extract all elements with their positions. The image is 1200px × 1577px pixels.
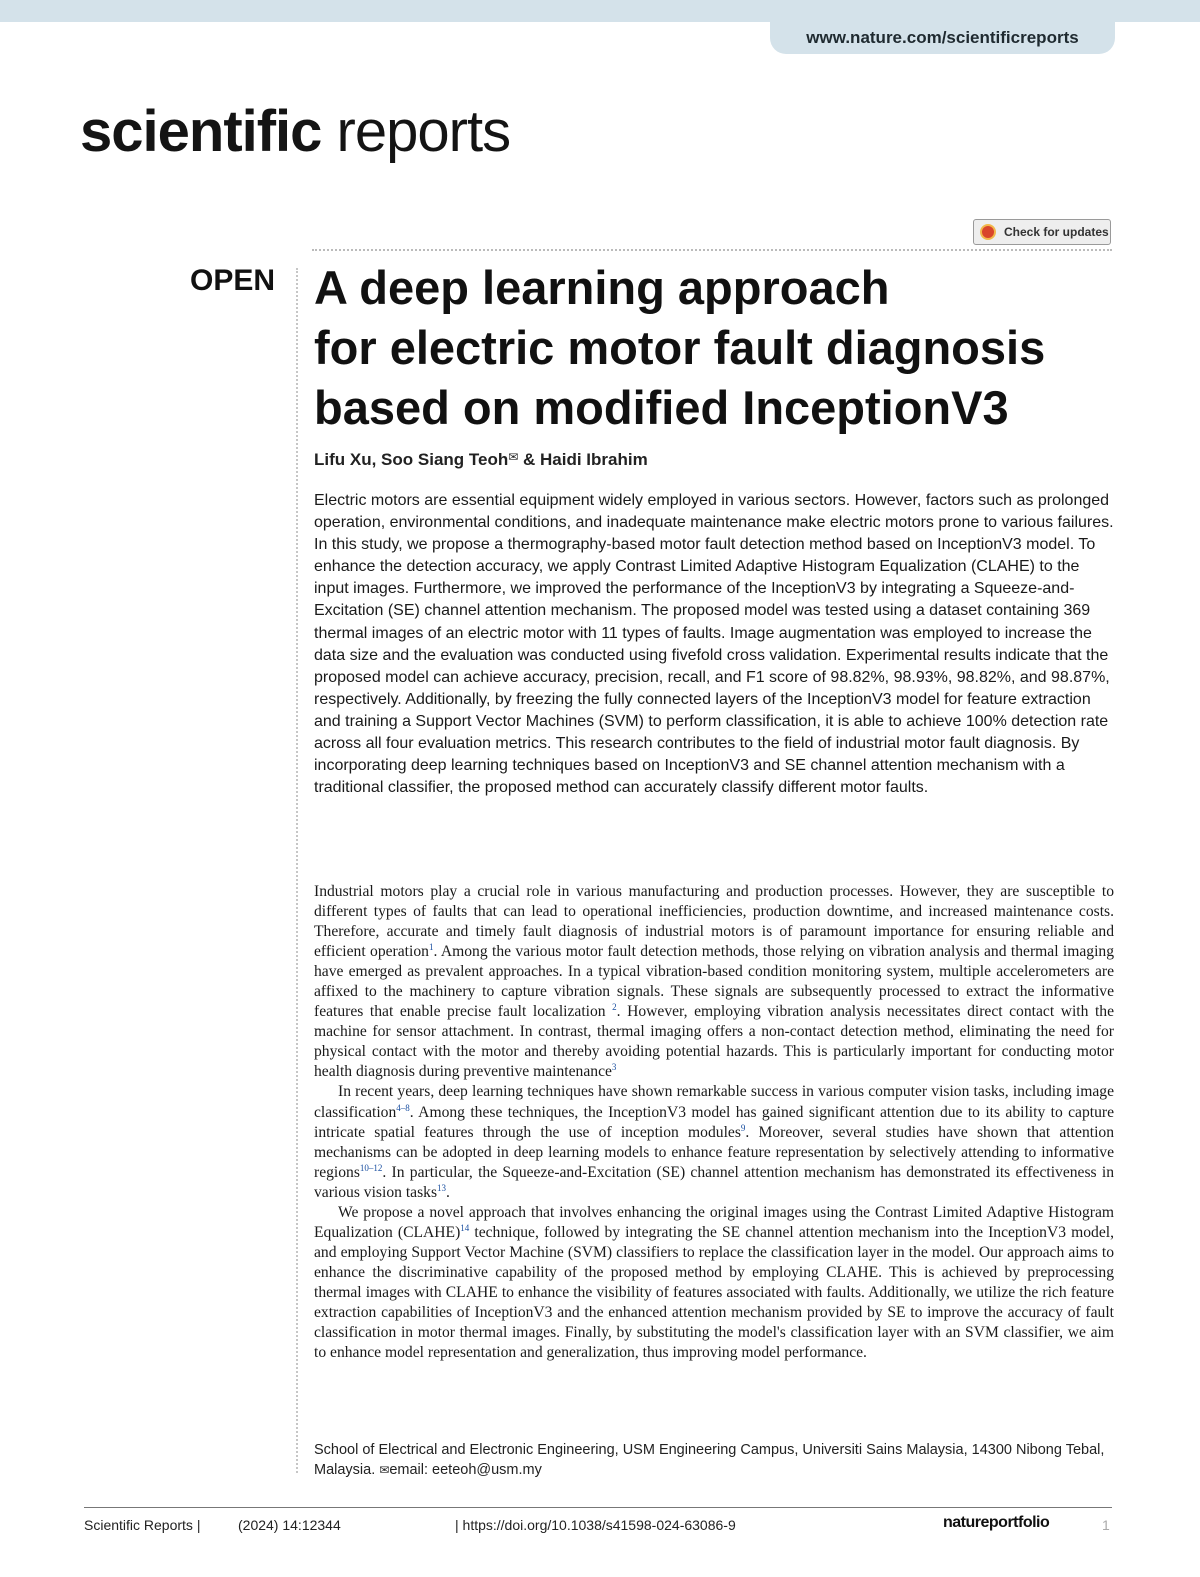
article-title [314, 258, 1114, 438]
footer-volume: (2024) 14:12344 [238, 1517, 341, 1533]
authors-first: Lifu Xu, Soo Siang Teoh [314, 450, 509, 469]
reference-link[interactable]: 14 [460, 1222, 470, 1233]
footer-journal: Scientific Reports | [84, 1517, 201, 1533]
title-line: based on modified InceptionV3 [314, 381, 1009, 434]
logo-bold-text: scientific [80, 99, 322, 164]
reference-link[interactable]: 4–8 [396, 1102, 410, 1113]
authors-last: & Haidi Ibrahim [518, 450, 648, 469]
reference-link[interactable]: 13 [437, 1182, 447, 1193]
reference-link[interactable]: 1 [428, 941, 434, 952]
author-list [314, 450, 648, 470]
body-paragraph-3 [314, 1203, 1114, 1363]
text-run: . Moreover, several studies have shown that attention mechanisms can be adopted in deep learning models to enhance feature representation by selectively attending to informative regions [314, 1123, 1114, 1181]
corresponding-email[interactable]: email: eeteoh@usm.my [389, 1462, 542, 1478]
check-for-updates-button[interactable] [973, 219, 1111, 245]
affiliation-text: School of Electrical and Electronic Engineering, USM Engineering Campus, Universiti Sains Malaysia, 14300 Nibong Tebal, Malaysia. [314, 1442, 1105, 1478]
reference-link[interactable]: 10–12 [359, 1162, 383, 1173]
nature-portfolio-logo: natureportfolio [943, 1514, 1050, 1531]
text-run: . [446, 1183, 450, 1201]
footer-divider [84, 1507, 1112, 1508]
journal-url-link[interactable]: www.nature.com/scientificreports [770, 22, 1115, 54]
mail-icon: ✉ [379, 1463, 390, 1477]
text-run: We propose a novel approach that involves enhancing the original images using the Contrast Limited Adaptive Histogram Equalization (CLAHE) [314, 1203, 1114, 1241]
page-number: 1 [1102, 1517, 1110, 1533]
top-banner [0, 0, 1200, 22]
affiliation [314, 1440, 1114, 1480]
text-run: . However, employing vibration analysis necessitates direct contact with the machine for sensor attachment. In contrast, thermal imaging offers a non-contact detection method, eliminating the need for physical contact with the motor and thereby avoiding potential hazards. This is particularly important for conducting motor health diagnosis during preventive maintenance [314, 1003, 1115, 1081]
reference-link[interactable]: 2 [612, 1002, 617, 1013]
crossmark-icon [980, 224, 996, 240]
title-line: for electric motor fault diagnosis [314, 321, 1046, 374]
check-updates-label: Check for updates [1004, 225, 1109, 239]
text-run: In recent years, deep learning techniques have shown remarkable success in various computer vision tasks, including image classification [314, 1083, 1114, 1121]
abstract: Electric motors are essential equipment widely employed in various sectors. However, factors such as prolonged operation, environmental conditions, and inadequate maintenance make electric motors prone to various failures. In this study, we propose a thermography-based motor fault detection method based on InceptionV3 model. To enhance the detection accuracy, we apply Contrast Limited Adaptive Histogram Equalization (CLAHE) to the input images. Furthermore, we improved the performance of the InceptionV3 by integrating a Squeeze-and-Excitation (SE) channel attention mechanism. The proposed model was tested using a dataset containing 369 thermal images of an electric motor with 11 types of faults. Image augmentation was employed to increase the data size and the evaluation was conducted using fivefold cross validation. Experimental results indicate that the proposed model can achieve accuracy, precision, recall, and F1 score of 98.82%, 98.93%, 98.82%, and 98.87%, respectively. Additionally, by freezing the fully connected layers of the InceptionV3 model for feature extraction and training a Support Vector Machines (SVM) to perform classification, it is able to achieve 100% detection rate across all four evaluation metrics. This research contributes to the field of industrial motor fault diagnosis. By incorporating deep learning techniques based on InceptionV3 and SE channel attention mechanism with a traditional classifier, the proposed method can accurately classify different motor faults. [314, 492, 1114, 797]
text-run: . In particular, the Squeeze-and-Excitation (SE) channel attention mechanism has demonstrated its effectiveness in various vision tasks [314, 1163, 1114, 1201]
body-paragraph-1 [314, 882, 1114, 1082]
journal-logo [80, 98, 510, 165]
dotted-divider [312, 249, 1112, 251]
reference-link[interactable]: 3 [611, 1062, 617, 1073]
title-line: A deep learning approach [314, 261, 890, 314]
body-paragraph-2 [314, 1082, 1114, 1202]
article-body [314, 882, 1114, 1363]
footer-doi-link[interactable]: | https://doi.org/10.1038/s41598-024-63086-9 [455, 1517, 736, 1533]
mail-icon[interactable]: ✉ [508, 450, 519, 464]
text-run: Industrial motors play a crucial role in various manufacturing and production processes. However, they are susceptible to different types of faults that can lead to operational inefficiencies, production downtime, and increased maintenance costs. Therefore, accurate and timely fault diagnosis of industrial motors is of paramount importance for ensuring reliable and efficient operation [314, 883, 1114, 961]
logo-regular-text: reports [321, 99, 511, 164]
dotted-margin-rule [296, 268, 298, 1473]
text-run: technique, followed by integrating the SE channel attention mechanism into the InceptionV3 model, and employing Support Vector Machine (SVM) classifiers to replace the classification layer in the model. Our approach aims to enhance the discriminative capability of the proposed method by employing CLAHE. This is achieved by preprocessing thermal images with CLAHE to enhance the visibility of features associated with faults. Additionally, we utilize the rich feature extraction capabilities of InceptionV3 and the enhanced attention mechanism provided by SE to improve the accuracy of fault classification in motor thermal images. Finally, by substituting the model's classification layer with an SVM classifier, we aim to enhance model representation and generalization, thus improving model performance. [314, 1223, 1114, 1362]
text-run: . Among the various motor fault detection methods, those relying on vibration analysis and thermal imaging have emerged as prevalent approaches. In a typical vibration-based condition monitoring system, multiple accelerometers are affixed to the machinery to capture vibration signals. These signals are subsequently processed to extract the informative features that enable precise fault localization [314, 943, 1115, 1021]
reference-link[interactable]: 9 [740, 1122, 746, 1133]
text-run: . Among these techniques, the InceptionV3 model has gained significant attention due to its ability to capture intricate spatial features through the use of inception modules [314, 1103, 1114, 1141]
open-access-label: OPEN [190, 264, 276, 297]
